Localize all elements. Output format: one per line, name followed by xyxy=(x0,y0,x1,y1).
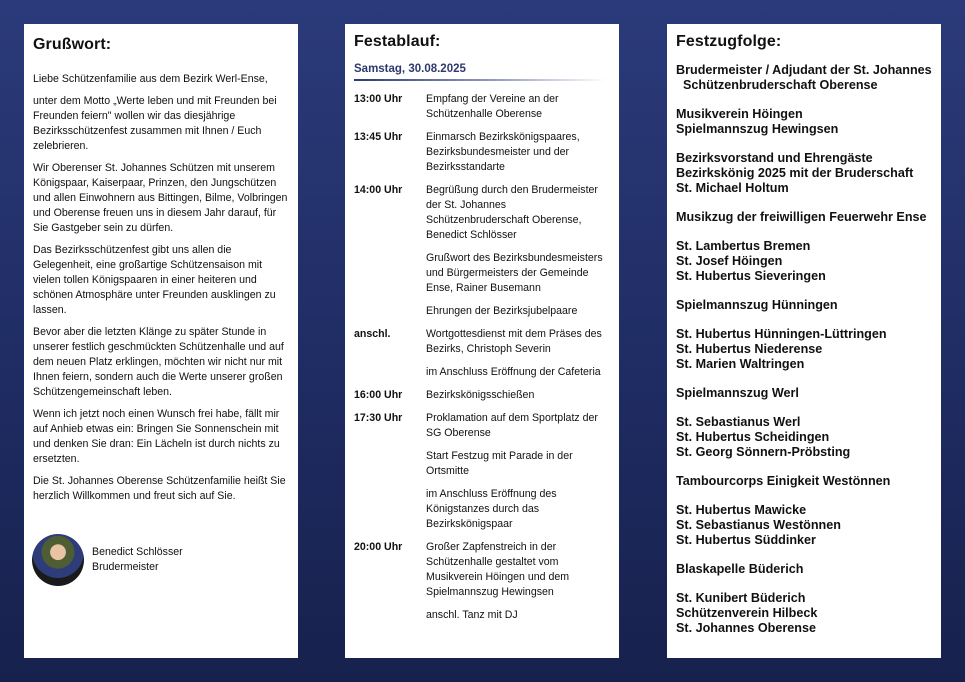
schedule-row xyxy=(354,327,611,357)
procession-group xyxy=(676,151,935,196)
date-divider xyxy=(354,79,606,81)
schedule-row xyxy=(354,487,611,532)
procession-entry: Schützenverein Hilbeck xyxy=(676,606,818,620)
schedule-date: Samstag, 30.08.2025 xyxy=(354,63,466,75)
procession-entry: Blaskapelle Büderich xyxy=(676,562,804,576)
procession-group xyxy=(676,63,935,93)
procession-group xyxy=(676,562,935,577)
procession-entry: Spielmannszug Hünningen xyxy=(676,298,838,312)
schedule-time xyxy=(354,251,426,296)
schedule-time: 13:00 Uhr xyxy=(354,93,403,105)
schedule-item: im Anschluss Eröffnung des Königstanzes durch das Bezirkskönigspaar xyxy=(426,488,557,530)
procession-entry: St. Hubertus Hünningen-Lüttringen xyxy=(676,327,887,341)
schedule-row xyxy=(354,411,611,441)
schedule-panel xyxy=(345,24,619,658)
schedule-time: 20:00 Uhr xyxy=(354,541,403,553)
procession-entry: St. Hubertus Süddinker xyxy=(676,533,816,547)
procession-entry: St. Hubertus Scheidingen xyxy=(676,430,830,444)
greeting-paragraph: Wir Oberenser St. Johannes Schützen mit unserem Königspaar, Kaiserpaar, Prinzen, den Jungschützen und allen Einwohnern aus Bittingen, Bilme, Volbringen und Oberense freuen uns in diesem Jahr darauf, für Sie Gastgeber sein zu dürfen. xyxy=(33,162,288,234)
procession-entry: St. Hubertus Mawicke xyxy=(676,503,807,517)
schedule-time: 16:00 Uhr xyxy=(354,389,403,401)
procession-group xyxy=(676,415,935,460)
procession-entry: Musikzug der freiwilligen Feuerwehr Ense xyxy=(676,210,927,224)
schedule-row xyxy=(354,183,611,243)
procession-entry: St. Marien Waltringen xyxy=(676,357,805,371)
procession-group xyxy=(676,386,935,401)
procession-entry: St. Johannes Oberense xyxy=(676,621,816,635)
schedule-time: 13:45 Uhr xyxy=(354,131,403,143)
schedule-row xyxy=(354,388,611,403)
schedule-time xyxy=(354,608,426,623)
procession-entry: Musikverein Höingen xyxy=(676,107,803,121)
procession-group xyxy=(676,503,935,548)
greeting-paragraph: Liebe Schützenfamilie aus dem Bezirk Werl-Ense, xyxy=(33,73,268,85)
procession-entry: Schützenbruderschaft Oberense xyxy=(683,78,878,92)
procession-list xyxy=(676,63,935,636)
procession-group xyxy=(676,327,935,372)
procession-entry: St. Sebastianus Werl xyxy=(676,415,801,429)
procession-entry: St. Michael Holtum xyxy=(676,181,789,195)
signature-role: Brudermeister xyxy=(92,561,159,573)
greeting-paragraph: Das Bezirksschützenfest gibt uns allen die Gelegenheit, eine großartige Schützensaison mit vielen tollen Königspaaren in einer heiteren und schönen Atmosphäre unter Freunden ausklingen zu lassen. xyxy=(33,244,276,316)
procession-entry: St. Hubertus Sieveringen xyxy=(676,269,826,283)
procession-entry: St. Sebastianus Westönnen xyxy=(676,518,841,532)
greeting-title: Grußwort: xyxy=(33,36,112,53)
greeting-text xyxy=(33,72,290,504)
schedule-item: Großer Zapfenstreich in der Schützenhalle gestaltet vom Musikverein Höingen und dem Spielmannszug Hewingsen xyxy=(426,541,570,598)
schedule-row xyxy=(354,304,611,319)
schedule-row xyxy=(354,540,611,600)
signature xyxy=(32,534,183,586)
schedule-time: 14:00 Uhr xyxy=(354,184,403,196)
procession-panel xyxy=(667,24,941,658)
schedule-row xyxy=(354,92,611,122)
schedule-item: Begrüßung durch den Brudermeister der St. Johannes Schützenbruderschaft Oberense, Benedict Schlösser xyxy=(426,184,598,241)
schedule-list xyxy=(354,92,611,623)
procession-group xyxy=(676,239,935,284)
procession-entry: Spielmannszug Hewingsen xyxy=(676,122,839,136)
procession-entry: Bezirksvorstand und Ehrengäste xyxy=(676,151,873,165)
schedule-item: Einmarsch Bezirkskönigspaares, Bezirksbundesmeister und der Bezirksstandarte xyxy=(426,131,580,173)
schedule-time xyxy=(354,365,426,380)
procession-entry: St. Lambertus Bremen xyxy=(676,239,811,253)
schedule-time xyxy=(354,304,426,319)
schedule-row xyxy=(354,365,611,380)
procession-entry: St. Kunibert Büderich xyxy=(676,591,806,605)
schedule-item: Wortgottesdienst mit dem Präses des Bezirks, Christoph Severin xyxy=(426,328,602,355)
schedule-row xyxy=(354,449,611,479)
procession-group xyxy=(676,298,935,313)
avatar xyxy=(32,534,84,586)
schedule-time xyxy=(354,449,426,479)
schedule-item: Bezirkskönigsschießen xyxy=(426,389,535,401)
procession-entry: St. Hubertus Niederense xyxy=(676,342,823,356)
schedule-title: Festablauf: xyxy=(354,33,441,50)
greeting-panel xyxy=(24,24,298,658)
procession-entry: Tambourcorps Einigkeit Westönnen xyxy=(676,474,891,488)
schedule-item: Empfang der Vereine an der Schützenhalle Oberense xyxy=(426,93,559,120)
procession-entry: St. Josef Höingen xyxy=(676,254,783,268)
greeting-paragraph: Bevor aber die letzten Klänge zu später Stunde in unserer festlich geschmückten Schützenhalle und auf dem neuen Platz erklingen, möchten wir nicht nur mit Ihnen feiern, sondern auch die Werte unserer großen Schützengemeinschaft leben. xyxy=(33,326,284,398)
greeting-paragraph: unter dem Motto „Werte leben und mit Freunden bei Freunden feiern" wollen wir das diesjährige Bezirksschützenfest zusammen mit Ihnen / Euch zelebrieren. xyxy=(33,95,277,152)
procession-group xyxy=(676,210,935,225)
greeting-paragraph: Die St. Johannes Oberense Schützenfamilie heißt Sie herzlich Willkommen und freut sich auf Sie. xyxy=(33,475,286,502)
schedule-row xyxy=(354,130,611,175)
procession-group xyxy=(676,107,935,137)
signature-name: Benedict Schlösser xyxy=(92,546,183,558)
schedule-row xyxy=(354,251,611,296)
procession-entry: St. Georg Sönnern-Pröbsting xyxy=(676,445,851,459)
procession-group xyxy=(676,591,935,636)
greeting-paragraph: Wenn ich jetzt noch einen Wunsch frei habe, fällt mir auf Anhieb etwas ein: Bringen Sie Sonnenschein mit und denken Sie dran: Ein Lächeln ist durch nichts zu ersetzten. xyxy=(33,408,280,465)
schedule-item: Ehrungen der Bezirksjubelpaare xyxy=(426,305,578,317)
procession-entry: Bezirkskönig 2025 mit der Bruderschaft xyxy=(676,166,914,180)
procession-title: Festzugfolge: xyxy=(676,33,782,50)
schedule-row xyxy=(354,608,611,623)
schedule-item: Start Festzug mit Parade in der Ortsmitte xyxy=(426,450,573,477)
procession-group xyxy=(676,474,935,489)
schedule-item: anschl. Tanz mit DJ xyxy=(426,609,518,621)
procession-entry: Brudermeister / Adjudant der St. Johannes xyxy=(676,63,932,77)
schedule-item: im Anschluss Eröffnung der Cafeteria xyxy=(426,366,601,378)
schedule-item: Proklamation auf dem Sportplatz der SG Oberense xyxy=(426,412,598,439)
schedule-time: anschl. xyxy=(354,328,391,340)
procession-entry: Spielmannszug Werl xyxy=(676,386,799,400)
schedule-time: 17:30 Uhr xyxy=(354,412,403,424)
schedule-time xyxy=(354,487,426,532)
schedule-item: Grußwort des Bezirksbundesmeisters und Bürgermeisters der Gemeinde Ense, Rainer Busemann xyxy=(426,252,603,294)
